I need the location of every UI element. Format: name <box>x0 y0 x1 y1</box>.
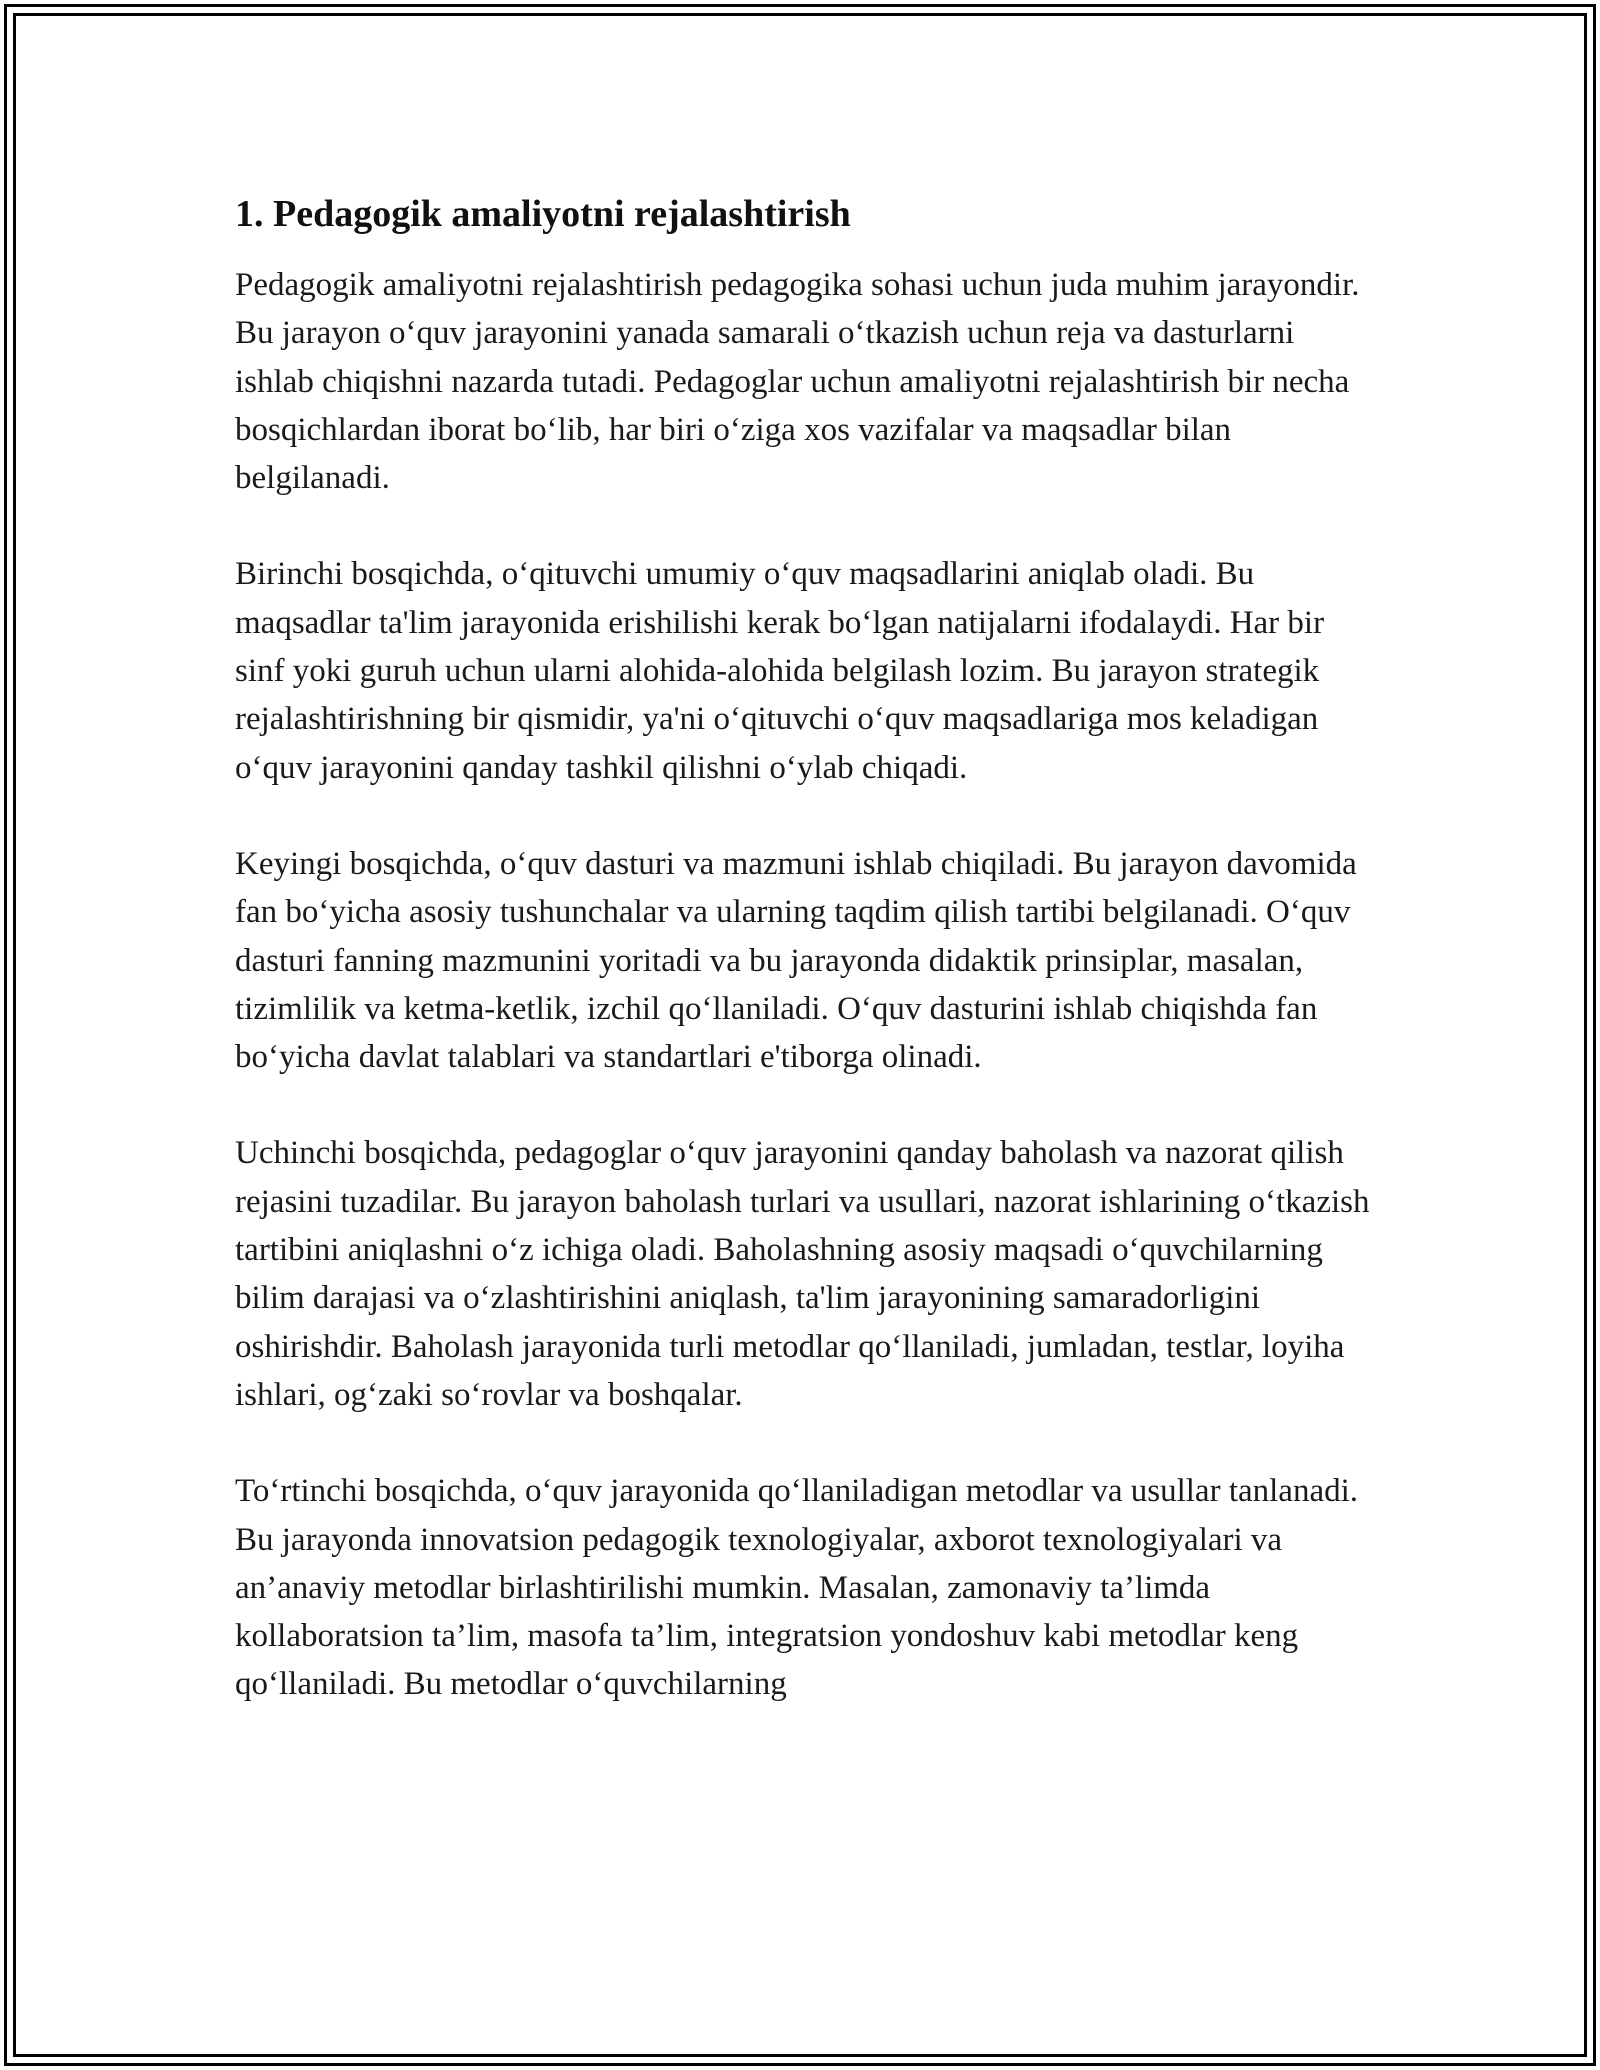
paragraph-stage-two: Keyingi bosqichda, o‘quv dasturi va mazmuni ishlab chiqiladi. Bu jarayon davomida fan bo‘yicha asosiy tushunchalar va ularning taqdim qilish tartibi belgilanadi. O‘quv dasturi fanning mazmunini yoritadi va bu jarayonda didaktik prinsiplar, masalan, tizimlilik va ketma-ketlik, izchil qo‘llaniladi. O‘quv dasturini ishlab chiqishda fan bo‘yicha davlat talablari va standartlari e'tiborga olinadi. <box>235 845 1357 1076</box>
section-heading: 1. Pedagogik amaliyotni rejalashtirish <box>235 193 851 235</box>
document-body <box>235 185 1375 1757</box>
paragraph-stage-one: Birinchi bosqichda, o‘qituvchi umumiy o‘quv maqsadlarini aniqlab oladi. Bu maqsadlar ta'lim jarayonida erishilishi kerak bo‘lgan natijalarni ifodalaydi. Har bir sinf yoki guruh uchun ularni alohida-alohida belgilash lozim. Bu jarayon strategik rejalashtirishning bir qismidir, ya'ni o‘qituvchi o‘quv maqsadlariga mos keladigan o‘quv jarayonini qanday tashkil qilishni o‘ylab chiqadi. <box>235 556 1325 786</box>
paragraph-intro: Pedagogik amaliyotni rejalashtirish pedagogika sohasi uchun juda muhim jarayondir. Bu jarayon o‘quv jarayonini yanada samarali o‘tkazish uchun reja va dasturlarni ishlab chiqishni nazarda tutadi. Pedagoglar uchun amaliyotni rejalashtirish bir necha bosqichlardan iborat bo‘lib, har biri o‘ziga xos vazifalar va maqsadlar bilan belgilanadi. <box>235 267 1360 497</box>
paragraph-stage-four: To‘rtinchi bosqichda, o‘quv jarayonida qo‘llaniladigan metodlar va usullar tanlanadi. Bu jarayonda innovatsion pedagogik texnologiyalar, axborot texnologiyalari va an’anaviy metodlar birlashtirilishi mumkin. Masalan, zamonaviy ta’limda kollaboratsion ta’lim, masofa ta’lim, integratsion yondoshuv kabi metodlar keng qo‘llaniladi. Bu metodlar o‘quvchilarning <box>235 1473 1359 1703</box>
paragraph-stage-three: Uchinchi bosqichda, pedagoglar o‘quv jarayonini qanday baholash va nazorat qilish rejasini tuzadilar. Bu jarayon baholash turlari va usullari, nazorat ishlarining o‘tkazish tartibini aniqlashni o‘z ichiga oladi. Baholashning asosiy maqsadi o‘quvchilarning bilim darajasi va o‘zlashtirishini aniqlash, ta'lim jarayonining samaradorligini oshirishdir. Baholash jarayonida turli metodlar qo‘llaniladi, jumladan, testlar, loyiha ishlari, og‘zaki so‘rovlar va boshqalar. <box>235 1135 1370 1413</box>
